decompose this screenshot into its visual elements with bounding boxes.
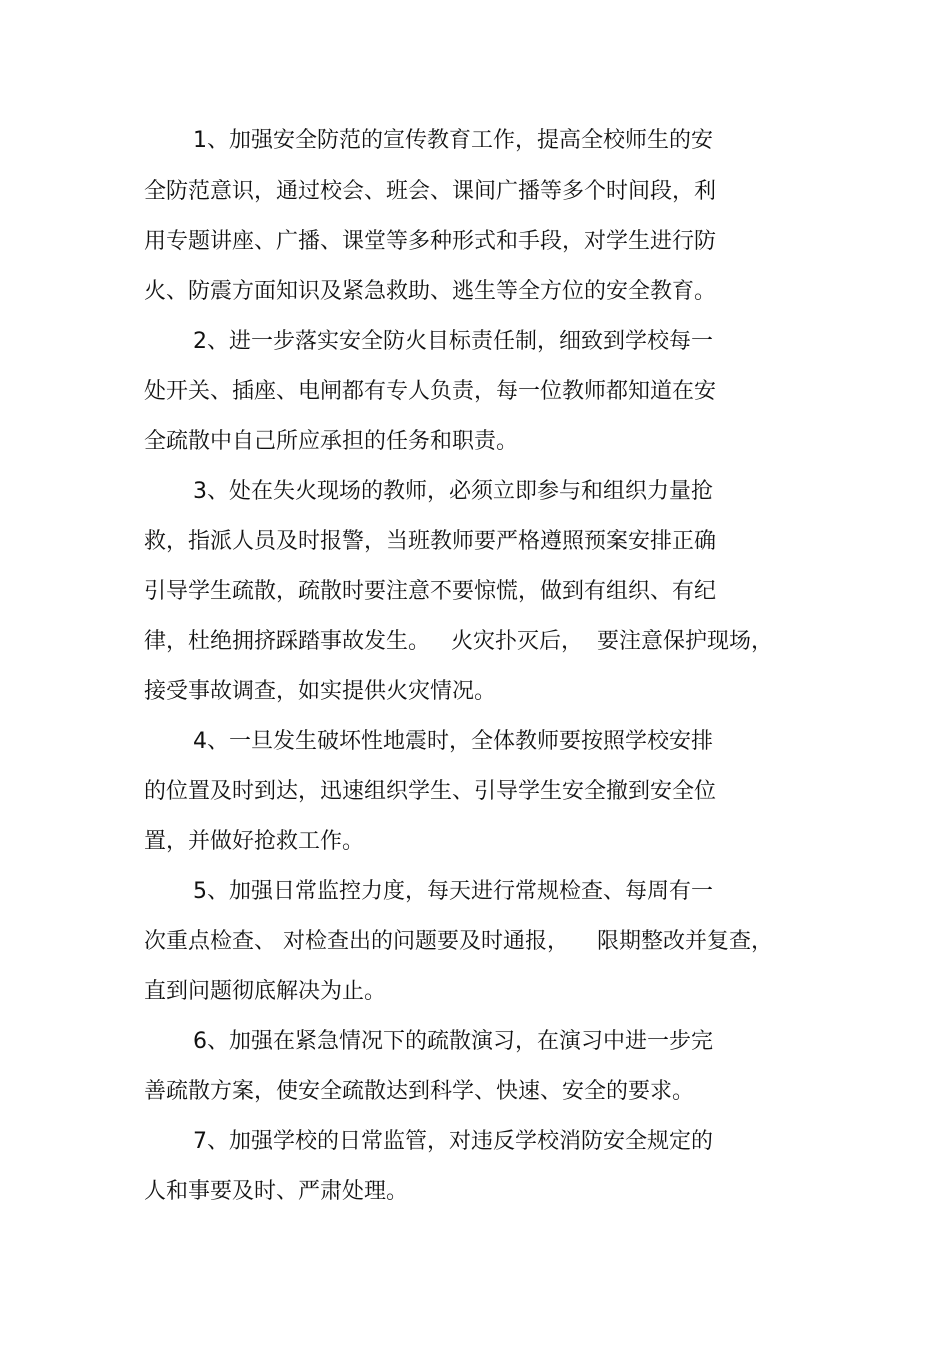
item-3-line-5: 接受事故调查，如实提供火灾情况。 <box>144 679 497 704</box>
item-1-line-2: 全防范意识，通过校会、班会、课间广播等多个时间段，利 <box>144 179 717 204</box>
item-4-line-1: 4、一旦发生破坏性地震时，全体教师要按照学校安排 <box>193 729 713 754</box>
item-2-line-1: 2、进一步落实安全防火目标责任制，细致到学校每一 <box>193 329 713 354</box>
item-7-line-1: 7、加强学校的日常监管，对违反学校消防安全规定的 <box>193 1129 713 1154</box>
item-2-line-3: 全疏散中自己所应承担的任务和职责。 <box>144 429 519 454</box>
item-2-line-2: 处开关、插座、电闸都有专人负责，每一位教师都知道在安 <box>144 379 717 404</box>
item-4-line-2: 的位置及时到达，迅速组织学生、引导学生安全撤到安全位 <box>144 779 717 804</box>
item-3-line-4: 律，杜绝拥挤踩踏事故发生。 火灾扑灭后， 要注意保护现场， <box>144 629 773 654</box>
item-3-line-1: 3、处在失火现场的教师，必须立即参与和组织力量抢 <box>193 479 713 504</box>
item-1-line-4: 火、防震方面知识及紧急救助、逃生等全方位的安全教育。 <box>144 279 717 304</box>
item-6-line-2: 善疏散方案，使安全疏散达到科学、快速、安全的要求。 <box>144 1079 695 1104</box>
item-5-line-3: 直到问题彻底解决为止。 <box>144 979 387 1004</box>
item-1-line-1: 1、加强安全防范的宣传教育工作，提高全校师生的安 <box>193 128 713 153</box>
item-4-line-3: 置，并做好抢救工作。 <box>144 829 365 854</box>
item-1-line-3: 用专题讲座、广播、课堂等多种形式和手段，对学生进行防 <box>144 229 717 254</box>
item-7-line-2: 人和事要及时、严肃处理。 <box>144 1179 409 1204</box>
item-3-line-2: 救，指派人员及时报警，当班教师要严格遵照预案安排正确 <box>144 529 717 554</box>
item-6-line-1: 6、加强在紧急情况下的疏散演习，在演习中进一步完 <box>193 1029 713 1054</box>
item-5-line-2: 次重点检查、 对检查出的问题要及时通报， 限期整改并复查， <box>144 929 773 954</box>
item-3-line-3: 引导学生疏散，疏散时要注意不要惊慌，做到有组织、有纪 <box>144 579 717 604</box>
item-5-line-1: 5、加强日常监控力度，每天进行常规检查、每周有一 <box>193 879 713 904</box>
